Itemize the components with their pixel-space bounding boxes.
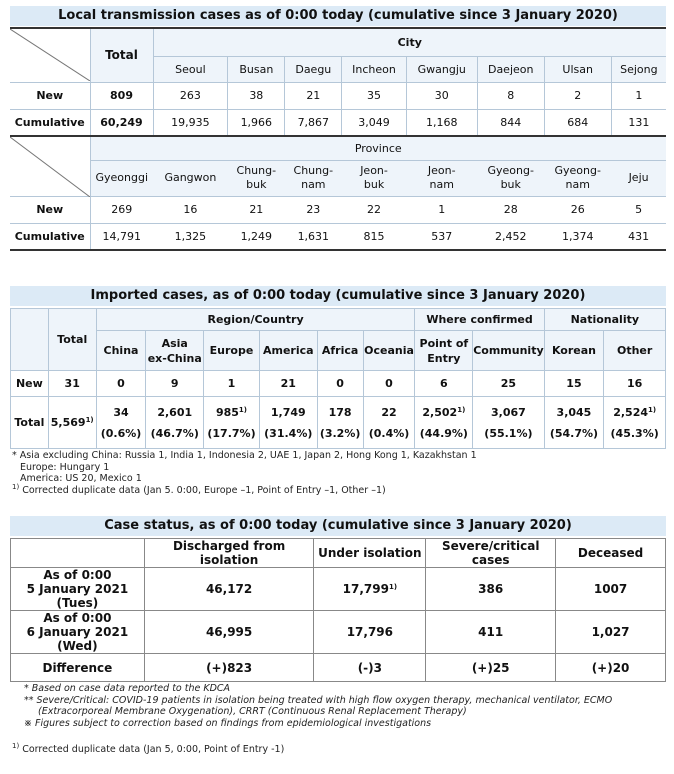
imported-total-value: 1,749 (31.4%) xyxy=(259,397,317,449)
imported-col-header: Other xyxy=(604,331,666,371)
diff-under-isolation: (-)3 xyxy=(314,654,426,682)
imported-new-value: 1 xyxy=(204,371,260,397)
province-name: Jeon- nam xyxy=(406,160,477,196)
city-new-value: 30 xyxy=(406,82,477,109)
province-new-value: 28 xyxy=(477,196,544,223)
province-new-value: 1 xyxy=(406,196,477,223)
row-label: Cumulative xyxy=(10,109,90,136)
imported-total-value: 2,601 (46.7%) xyxy=(146,397,204,449)
jan5-deceased: 1007 xyxy=(556,568,666,611)
imported-total-value: 22 (0.4%) xyxy=(363,397,415,449)
jan5-under-isolation: 17,799$^{1)}$ xyxy=(314,568,426,611)
imported-new-value: 16 xyxy=(604,371,666,397)
note-america: America: US 20, Mexico 1 xyxy=(20,473,142,484)
imported-total-header: Total xyxy=(48,309,96,371)
province-cum-value: 431 xyxy=(611,223,666,250)
province-cum-value: 1,325 xyxy=(153,223,228,250)
province-new-value: 269 xyxy=(90,196,153,223)
province-name: Gyeonggi xyxy=(90,160,153,196)
row-jan5-label: As of 0:00 5 January 2021 (Tues) xyxy=(11,568,145,611)
province-new-row xyxy=(10,196,666,223)
city-cum-value: 844 xyxy=(477,109,544,136)
imported-col-header: Community xyxy=(473,331,544,371)
province-cum-value: 2,452 xyxy=(477,223,544,250)
city-new-value: 21 xyxy=(285,82,342,109)
imported-total-value: 2,502$^{1)}$ (44.9%) xyxy=(415,397,473,449)
imported-col-header: America xyxy=(259,331,317,371)
imported-col-header: Europe xyxy=(204,331,260,371)
imported-col-header: Oceania xyxy=(363,331,415,371)
status-footnote: $^{1)}$ Corrected duplicate data (Jan 5, 0:00, Point of Entry -1) xyxy=(12,742,285,755)
city-cum-value: 19,935 xyxy=(153,109,228,136)
province-new-value: 21 xyxy=(228,196,285,223)
local-city-corner xyxy=(10,28,90,82)
note-correction: ※ Figures subject to correction based on findings from epidemiological investigations xyxy=(24,717,432,729)
province-cum-value: 1,631 xyxy=(285,223,342,250)
province-new-value: 16 xyxy=(153,196,228,223)
imported-new-value: 25 xyxy=(473,371,544,397)
note-corrected: Corrected duplicate data (Jan 5. 0:00, Europe –1, Point of Entry –1, Other –1) xyxy=(22,484,386,496)
imported-col-header: Africa xyxy=(317,331,363,371)
imported-columns-row xyxy=(11,331,666,371)
row-label: Cumulative xyxy=(10,223,90,250)
city-new-value: 1 xyxy=(611,82,666,109)
city-name: Sejong xyxy=(611,56,666,82)
city-name: Busan xyxy=(228,56,285,82)
province-new-value: 26 xyxy=(544,196,611,223)
city-cum-value: 3,049 xyxy=(342,109,406,136)
note-kdca: * Based on case data reported to the KDCA xyxy=(24,683,231,694)
status-notes xyxy=(24,683,612,729)
row-jan6-label: As of 0:00 6 January 2021 (Wed) xyxy=(11,611,145,654)
city-new-value: 2 xyxy=(544,82,611,109)
imported-new-row xyxy=(11,371,666,397)
city-cum-row xyxy=(10,109,666,136)
diff-severe: (+)25 xyxy=(426,654,556,682)
jan6-under-isolation: 17,796 xyxy=(314,611,426,654)
col-deceased: Deceased xyxy=(556,539,666,568)
note-asia: * Asia excluding China: Russia 1, India 1, Indonesia 2, UAE 1, Japan 2, Hong Kong 1, Kazakhstan 1 xyxy=(12,450,477,461)
status-corner xyxy=(11,539,145,568)
province-cum-value: 815 xyxy=(342,223,406,250)
imported-total-value: 3,067 (55.1%) xyxy=(473,397,544,449)
province-names-row xyxy=(10,160,666,196)
note-ecmo: (Extracorporeal Membrane Oxygenation), CRRT (Continuous Renal Replacement Therapy) xyxy=(38,706,467,717)
province-name: Jeon- buk xyxy=(342,160,406,196)
imported-total-value: 178 (3.2%) xyxy=(317,397,363,449)
col-severe: Severe/critical cases xyxy=(426,539,556,568)
province-new-value: 23 xyxy=(285,196,342,223)
province-name: Jeju xyxy=(611,160,666,196)
province-name: Gyeong- nam xyxy=(544,160,611,196)
city-cum-value: 1,966 xyxy=(228,109,285,136)
province-name: Gyeong- buk xyxy=(477,160,544,196)
local-province-header: Province xyxy=(90,136,666,160)
imported-new-total: 31 xyxy=(48,371,96,397)
col-discharged: Discharged from isolation xyxy=(144,539,314,568)
province-cum-value: 14,791 xyxy=(90,223,153,250)
imported-new-value: 15 xyxy=(544,371,604,397)
row-label: Total xyxy=(11,397,49,449)
note-europe: Europe: Hungary 1 xyxy=(20,461,110,473)
province-name: Chung- buk xyxy=(228,160,285,196)
imported-col-header: Asia ex-China xyxy=(146,331,204,371)
jan5-discharged: 46,172 xyxy=(144,568,314,611)
province-new-value: 22 xyxy=(342,196,406,223)
jan6-deceased: 1,027 xyxy=(556,611,666,654)
local-title: Local transmission cases as of 0:00 today (cumulative since 3 January 2020) xyxy=(10,6,666,26)
province-cum-value: 537 xyxy=(406,223,477,250)
imported-title: Imported cases, as of 0:00 today (cumulative since 3 January 2020) xyxy=(10,286,666,306)
city-name: Seoul xyxy=(153,56,228,82)
city-new-value: 8 xyxy=(477,82,544,109)
imported-new-value: 0 xyxy=(363,371,415,397)
diff-deceased: (+)20 xyxy=(556,654,666,682)
imported-new-value: 21 xyxy=(259,371,317,397)
province-new-value: 5 xyxy=(611,196,666,223)
footnote-marker: 1) xyxy=(12,482,20,491)
imported-total-value: 3,045 (54.7%) xyxy=(544,397,604,449)
imported-total-value: 2,524$^{1)}$ (45.3%) xyxy=(604,397,666,449)
imported-table xyxy=(10,308,666,449)
city-name: Daejeon xyxy=(477,56,544,82)
imported-new-value: 0 xyxy=(96,371,146,397)
city-name: Ulsan xyxy=(544,56,611,82)
city-new-value: 38 xyxy=(228,82,285,109)
province-cum-value: 1,249 xyxy=(228,223,285,250)
status-table xyxy=(10,538,666,682)
imported-col-header: Point of Entry xyxy=(415,331,473,371)
local-province-corner xyxy=(10,136,90,196)
row-label: New xyxy=(10,196,90,223)
nationality-header: Nationality xyxy=(544,309,665,331)
city-new-value: 35 xyxy=(342,82,406,109)
row-label: New xyxy=(11,371,49,397)
imported-corner xyxy=(11,309,49,371)
city-cum-value: 131 xyxy=(611,109,666,136)
diff-discharged: (+)823 xyxy=(144,654,314,682)
row-difference-label: Difference xyxy=(11,654,145,682)
where-header: Where confirmed xyxy=(415,309,544,331)
city-new-row xyxy=(10,82,666,109)
province-name: Gangwon xyxy=(153,160,228,196)
city-new-value: 263 xyxy=(153,82,228,109)
diagonal-line xyxy=(10,137,90,197)
imported-col-header: China xyxy=(96,331,146,371)
local-total-header: Total xyxy=(90,28,153,82)
region-header: Region/Country xyxy=(96,309,415,331)
city-cum-value: 684 xyxy=(544,109,611,136)
city-cum-value: 7,867 xyxy=(285,109,342,136)
imported-new-value: 9 xyxy=(146,371,204,397)
city-cum-value: 60,249 xyxy=(90,109,153,136)
imported-total-total: 5,569$^{1)}$ xyxy=(48,397,96,449)
row-label: New xyxy=(10,82,90,109)
city-cum-value: 1,168 xyxy=(406,109,477,136)
imported-new-value: 0 xyxy=(317,371,363,397)
imported-total-value: 985$^{1)}$ (17.7%) xyxy=(204,397,260,449)
imported-new-value: 6 xyxy=(415,371,473,397)
city-name: Incheon xyxy=(342,56,406,82)
province-name: Chung- nam xyxy=(285,160,342,196)
col-under-isolation: Under isolation xyxy=(314,539,426,568)
jan6-severe: 411 xyxy=(426,611,556,654)
province-cum-value: 1,374 xyxy=(544,223,611,250)
imported-total-value: 34 (0.6%) xyxy=(96,397,146,449)
status-title: Case status, as of 0:00 today (cumulative since 3 January 2020) xyxy=(10,516,666,536)
diagonal-line xyxy=(10,29,90,81)
jan6-discharged: 46,995 xyxy=(144,611,314,654)
city-name: Daegu xyxy=(285,56,342,82)
imported-col-header: Korean xyxy=(544,331,604,371)
imported-total-row xyxy=(11,397,666,449)
note-severe: ** Severe/Critical: COVID-19 patients in isolation being treated with high flow oxygen therapy, mechanical ventilator, ECMO xyxy=(24,694,613,706)
city-new-value: 809 xyxy=(90,82,153,109)
local-city-header: City xyxy=(153,28,666,56)
jan5-severe: 386 xyxy=(426,568,556,611)
province-cum-row xyxy=(10,223,666,250)
local-table xyxy=(10,27,666,251)
imported-notes xyxy=(12,450,477,496)
city-name: Gwangju xyxy=(406,56,477,82)
